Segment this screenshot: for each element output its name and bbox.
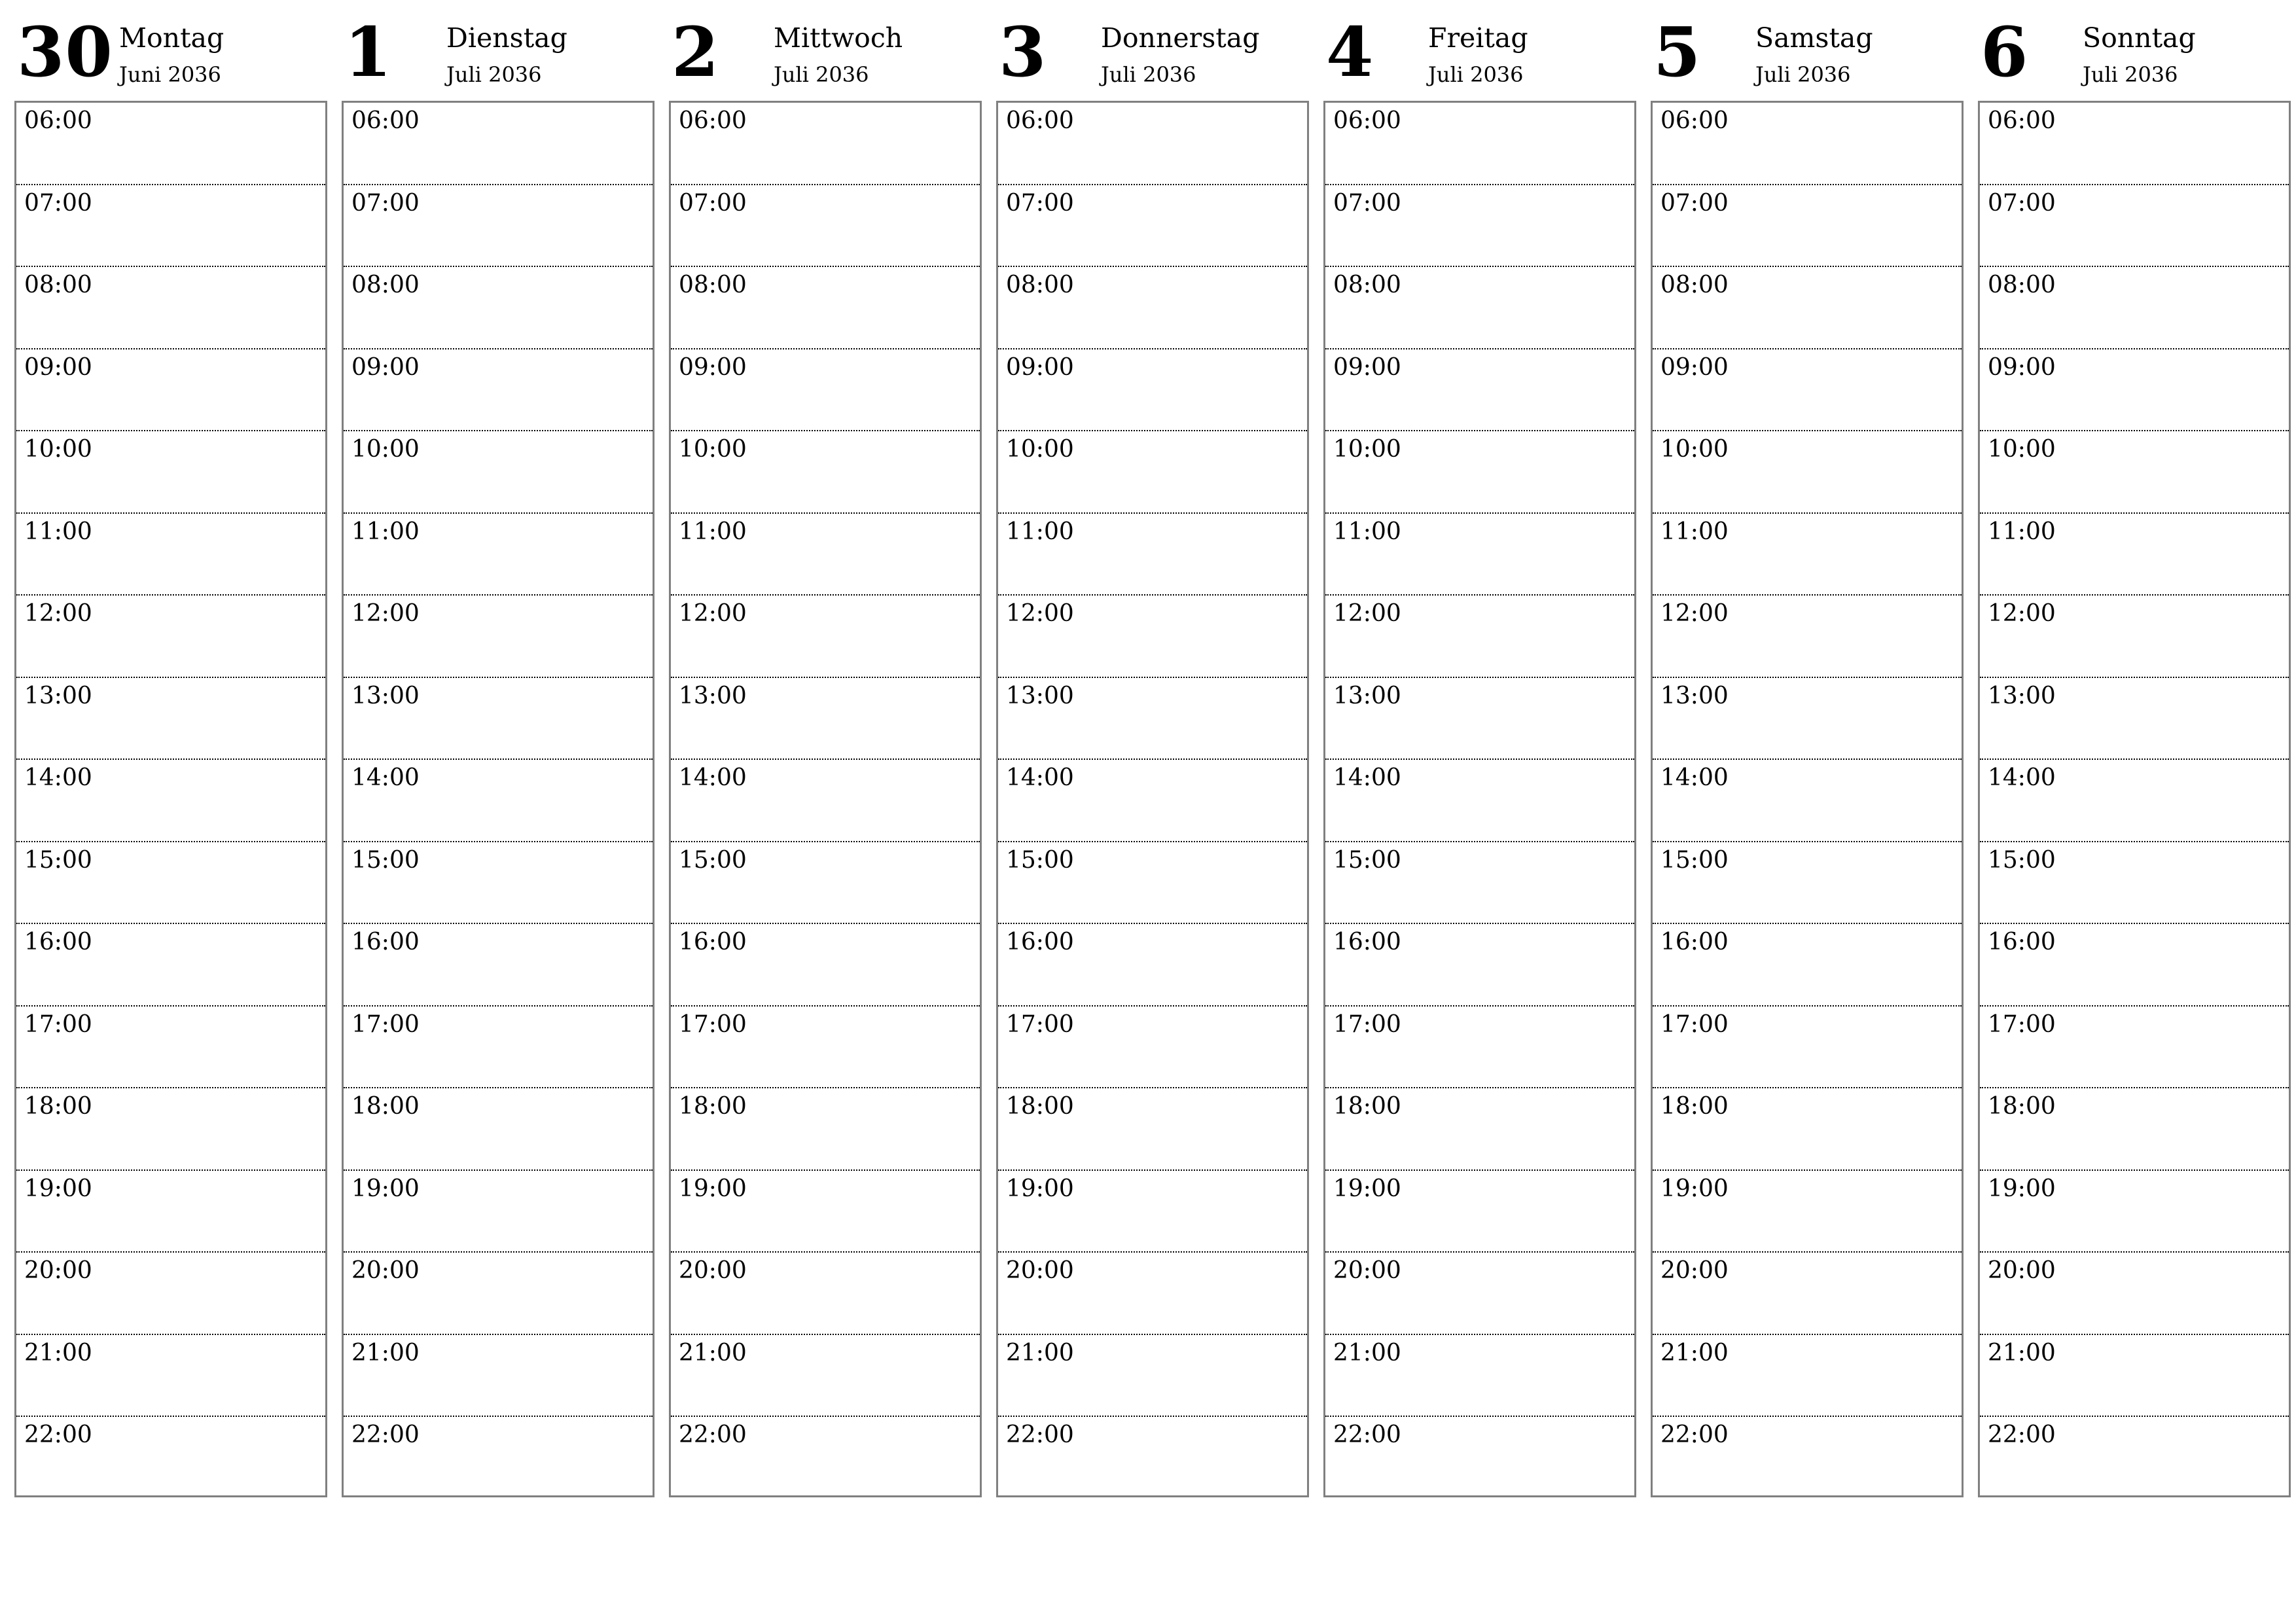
hour-label: 14:00 [1660, 764, 1729, 791]
hour-label: 11:00 [1006, 518, 1074, 545]
hour-slot [1980, 431, 2289, 514]
hour-label: 08:00 [24, 272, 92, 298]
hour-label: 07:00 [679, 189, 747, 217]
hour-label: 06:00 [351, 107, 420, 134]
hour-slot [1653, 924, 1962, 1007]
day-name: Samstag [1755, 22, 1873, 54]
hour-label: 12:00 [351, 600, 420, 627]
hour-slot [998, 349, 1307, 432]
hour-slot [998, 1253, 1307, 1335]
hour-label: 18:00 [1988, 1093, 2056, 1120]
hour-slot [998, 1088, 1307, 1171]
day-column [1323, 0, 1636, 1505]
hour-label: 18:00 [679, 1093, 747, 1120]
hour-label: 09:00 [1988, 353, 2056, 381]
hour-slot [1325, 678, 1634, 760]
hour-label: 13:00 [24, 682, 92, 709]
hour-label: 09:00 [1660, 353, 1729, 381]
hour-slot [671, 431, 980, 514]
hour-slot [344, 349, 653, 432]
hour-label: 09:00 [24, 353, 92, 381]
hour-label: 17:00 [24, 1010, 92, 1038]
hour-label: 15:00 [679, 846, 747, 874]
hour-label: 20:00 [1988, 1257, 2056, 1284]
hour-label: 13:00 [351, 682, 420, 709]
hour-slot [16, 1088, 325, 1171]
hour-slot [1325, 103, 1634, 185]
hour-label: 08:00 [351, 272, 420, 298]
hour-slot [1653, 760, 1962, 842]
hour-label: 08:00 [1333, 272, 1401, 298]
hour-slot [1325, 760, 1634, 842]
hour-label: 20:00 [24, 1257, 92, 1284]
hour-slot [671, 103, 980, 185]
hour-slot [998, 103, 1307, 185]
day-header [1978, 0, 2291, 101]
hour-slot [998, 1007, 1307, 1089]
hour-label: 12:00 [679, 600, 747, 627]
day-schedule-box [669, 101, 982, 1497]
hour-label: 06:00 [1988, 107, 2056, 134]
hour-label: 17:00 [1988, 1010, 2056, 1038]
hour-slot [1653, 1253, 1962, 1335]
hour-slot [1980, 678, 2289, 760]
day-name: Montag [119, 22, 224, 54]
day-column [342, 0, 655, 1505]
hour-label: 12:00 [1006, 600, 1074, 627]
hour-slot [671, 596, 980, 678]
hour-slot [1325, 596, 1634, 678]
hour-label: 10:00 [1988, 436, 2056, 463]
hour-slot [998, 267, 1307, 349]
day-number: 5 [1653, 12, 1702, 92]
hour-label: 20:00 [1333, 1257, 1401, 1284]
hour-slot [344, 678, 653, 760]
hour-slot [671, 1007, 980, 1089]
hour-label: 14:00 [1333, 764, 1401, 791]
hour-slot [344, 1335, 653, 1418]
hour-slot [344, 514, 653, 596]
day-schedule-box [1323, 101, 1636, 1497]
hour-slot [1980, 514, 2289, 596]
hour-label: 16:00 [1006, 929, 1074, 955]
hour-slot [1325, 1088, 1634, 1171]
hour-slot [16, 596, 325, 678]
day-month: Juli 2036 [1428, 62, 1524, 87]
hour-label: 19:00 [1660, 1175, 1729, 1202]
hour-label: 22:00 [1333, 1421, 1401, 1448]
hour-slot [344, 1007, 653, 1089]
hour-slot [16, 1253, 325, 1335]
hour-slot [16, 1171, 325, 1253]
hour-label: 19:00 [24, 1175, 92, 1202]
day-month: Juli 2036 [1101, 62, 1196, 87]
hour-slot [344, 1088, 653, 1171]
hour-slot [671, 1417, 980, 1498]
hour-slot [1325, 514, 1634, 596]
hour-slot [1653, 514, 1962, 596]
hour-slot [1653, 1171, 1962, 1253]
day-name: Freitag [1428, 22, 1528, 54]
hour-slot [998, 1335, 1307, 1418]
hour-slot [1653, 349, 1962, 432]
day-column [1978, 0, 2291, 1505]
hour-label: 17:00 [351, 1010, 420, 1038]
hour-slot [998, 431, 1307, 514]
day-header [1323, 0, 1636, 101]
hour-slot [16, 842, 325, 925]
day-column [14, 0, 327, 1505]
hour-slot [16, 1007, 325, 1089]
hour-label: 16:00 [351, 929, 420, 955]
hour-label: 11:00 [1660, 518, 1729, 545]
hour-label: 21:00 [351, 1339, 420, 1366]
hour-slot [998, 596, 1307, 678]
hour-label: 20:00 [1660, 1257, 1729, 1284]
hour-label: 19:00 [351, 1175, 420, 1202]
hour-slot [671, 267, 980, 349]
hour-slot [671, 514, 980, 596]
hour-label: 07:00 [24, 189, 92, 217]
hour-slot [1980, 267, 2289, 349]
hour-slot [671, 1088, 980, 1171]
hour-label: 22:00 [1006, 1421, 1074, 1448]
hour-label: 18:00 [1660, 1093, 1729, 1120]
hour-label: 22:00 [1988, 1421, 2056, 1448]
hour-slot [344, 596, 653, 678]
hour-slot [1325, 1335, 1634, 1418]
hour-label: 19:00 [1006, 1175, 1074, 1202]
hour-slot [344, 760, 653, 842]
day-schedule-box [342, 101, 655, 1497]
hour-slot [671, 185, 980, 268]
day-name: Sonntag [2083, 22, 2196, 54]
hour-slot [1980, 760, 2289, 842]
hour-label: 06:00 [679, 107, 747, 134]
hour-slot [1980, 842, 2289, 925]
hour-slot [1980, 1335, 2289, 1418]
hour-label: 10:00 [1006, 436, 1074, 463]
hour-label: 07:00 [1988, 189, 2056, 217]
hour-slot [1980, 103, 2289, 185]
hour-slot [1325, 185, 1634, 268]
hour-slot [16, 103, 325, 185]
hour-label: 09:00 [1333, 353, 1401, 381]
day-column [1651, 0, 1964, 1505]
hour-slot [1325, 1417, 1634, 1498]
hour-slot [1653, 1088, 1962, 1171]
hour-label: 06:00 [24, 107, 92, 134]
hour-slot [998, 1171, 1307, 1253]
hour-label: 19:00 [1988, 1175, 2056, 1202]
day-name: Donnerstag [1101, 22, 1260, 54]
hour-slot [998, 842, 1307, 925]
weekly-planner [14, 0, 2291, 1505]
hour-label: 13:00 [1988, 682, 2056, 709]
hour-label: 18:00 [1006, 1093, 1074, 1120]
hour-label: 17:00 [679, 1010, 747, 1038]
hour-label: 21:00 [1333, 1339, 1401, 1366]
hour-slot [1653, 185, 1962, 268]
hour-slot [671, 842, 980, 925]
hour-label: 11:00 [351, 518, 420, 545]
hour-label: 21:00 [1988, 1339, 2056, 1366]
hour-slot [1980, 185, 2289, 268]
hour-slot [998, 678, 1307, 760]
hour-label: 15:00 [1006, 846, 1074, 874]
hour-label: 20:00 [351, 1257, 420, 1284]
hour-label: 15:00 [24, 846, 92, 874]
hour-label: 18:00 [351, 1093, 420, 1120]
hour-slot [671, 760, 980, 842]
hour-label: 11:00 [1988, 518, 2056, 545]
hour-slot [344, 924, 653, 1007]
hour-label: 19:00 [679, 1175, 747, 1202]
hour-label: 14:00 [679, 764, 747, 791]
hour-label: 13:00 [1006, 682, 1074, 709]
day-number: 3 [999, 12, 1047, 92]
day-name: Mittwoch [774, 22, 903, 54]
day-number: 1 [344, 12, 393, 92]
hour-slot [1980, 349, 2289, 432]
hour-label: 19:00 [1333, 1175, 1401, 1202]
hour-label: 18:00 [1333, 1093, 1401, 1120]
day-month: Juli 2036 [774, 62, 869, 87]
hour-slot [1325, 431, 1634, 514]
day-month: Juli 2036 [1755, 62, 1851, 87]
day-month: Juli 2036 [446, 62, 542, 87]
hour-slot [16, 1335, 325, 1418]
hour-slot [1325, 924, 1634, 1007]
hour-label: 09:00 [679, 353, 747, 381]
hour-label: 10:00 [1660, 436, 1729, 463]
day-header [669, 0, 982, 101]
hour-slot [1653, 596, 1962, 678]
hour-label: 21:00 [1660, 1339, 1729, 1366]
hour-slot [671, 349, 980, 432]
hour-label: 22:00 [679, 1421, 747, 1448]
hour-slot [671, 678, 980, 760]
hour-slot [671, 924, 980, 1007]
hour-slot [1980, 924, 2289, 1007]
hour-slot [1653, 1335, 1962, 1418]
hour-label: 16:00 [1660, 929, 1729, 955]
day-schedule-box [996, 101, 1309, 1497]
hour-label: 08:00 [1988, 272, 2056, 298]
day-schedule-box [1651, 101, 1964, 1497]
hour-label: 14:00 [24, 764, 92, 791]
day-schedule-box [1978, 101, 2291, 1497]
day-number: 4 [1326, 12, 1374, 92]
hour-label: 06:00 [1333, 107, 1401, 134]
hour-label: 14:00 [1006, 764, 1074, 791]
hour-label: 22:00 [24, 1421, 92, 1448]
hour-slot [671, 1253, 980, 1335]
day-number: 30 [17, 12, 113, 92]
hour-label: 12:00 [1660, 600, 1729, 627]
hour-label: 15:00 [1660, 846, 1729, 874]
hour-slot [1653, 103, 1962, 185]
hour-label: 20:00 [679, 1257, 747, 1284]
hour-label: 12:00 [1988, 600, 2056, 627]
hour-slot [16, 1417, 325, 1498]
hour-slot [16, 431, 325, 514]
hour-slot [1653, 267, 1962, 349]
day-header [1651, 0, 1964, 101]
hour-label: 13:00 [679, 682, 747, 709]
hour-slot [16, 760, 325, 842]
hour-label: 21:00 [679, 1339, 747, 1366]
hour-slot [998, 760, 1307, 842]
hour-slot [16, 514, 325, 596]
hour-slot [1325, 842, 1634, 925]
hour-label: 20:00 [1006, 1257, 1074, 1284]
hour-slot [1653, 842, 1962, 925]
hour-slot [1980, 596, 2289, 678]
day-column [996, 0, 1309, 1505]
hour-label: 17:00 [1006, 1010, 1074, 1038]
hour-slot [1653, 1417, 1962, 1498]
hour-label: 11:00 [679, 518, 747, 545]
hour-slot [344, 1417, 653, 1498]
day-name: Dienstag [446, 22, 567, 54]
hour-label: 17:00 [1333, 1010, 1401, 1038]
hour-slot [16, 349, 325, 432]
hour-slot [1980, 1171, 2289, 1253]
day-month: Juli 2036 [2083, 62, 2178, 87]
hour-slot [1980, 1007, 2289, 1089]
hour-slot [16, 924, 325, 1007]
hour-slot [1325, 267, 1634, 349]
hour-label: 09:00 [1006, 353, 1074, 381]
hour-label: 07:00 [1006, 189, 1074, 217]
day-header [14, 0, 327, 101]
hour-slot [998, 185, 1307, 268]
hour-slot [671, 1171, 980, 1253]
hour-slot [344, 1171, 653, 1253]
hour-label: 21:00 [24, 1339, 92, 1366]
hour-label: 16:00 [24, 929, 92, 955]
hour-slot [1980, 1088, 2289, 1171]
hour-slot [1980, 1417, 2289, 1498]
day-schedule-box [14, 101, 327, 1497]
hour-label: 12:00 [24, 600, 92, 627]
hour-label: 07:00 [351, 189, 420, 217]
day-number: 2 [672, 12, 720, 92]
hour-label: 11:00 [24, 518, 92, 545]
hour-label: 16:00 [679, 929, 747, 955]
hour-slot [344, 267, 653, 349]
hour-slot [344, 185, 653, 268]
hour-label: 22:00 [351, 1421, 420, 1448]
hour-slot [1325, 1253, 1634, 1335]
hour-label: 15:00 [1988, 846, 2056, 874]
day-header [996, 0, 1309, 101]
hour-label: 07:00 [1333, 189, 1401, 217]
hour-label: 08:00 [1660, 272, 1729, 298]
hour-label: 15:00 [351, 846, 420, 874]
hour-label: 14:00 [1988, 764, 2056, 791]
hour-slot [1980, 1253, 2289, 1335]
day-header [342, 0, 655, 101]
hour-slot [344, 431, 653, 514]
hour-slot [344, 842, 653, 925]
day-month: Juni 2036 [119, 62, 221, 87]
hour-slot [671, 1335, 980, 1418]
hour-slot [16, 185, 325, 268]
hour-label: 10:00 [24, 436, 92, 463]
hour-slot [1653, 678, 1962, 760]
hour-label: 07:00 [1660, 189, 1729, 217]
hour-label: 09:00 [351, 353, 420, 381]
hour-label: 13:00 [1333, 682, 1401, 709]
hour-label: 17:00 [1660, 1010, 1729, 1038]
hour-label: 22:00 [1660, 1421, 1729, 1448]
hour-label: 08:00 [679, 272, 747, 298]
hour-label: 11:00 [1333, 518, 1401, 545]
hour-label: 21:00 [1006, 1339, 1074, 1366]
day-column [669, 0, 982, 1505]
hour-label: 06:00 [1006, 107, 1074, 134]
hour-label: 10:00 [679, 436, 747, 463]
hour-slot [16, 678, 325, 760]
hour-label: 08:00 [1006, 272, 1074, 298]
hour-slot [344, 1253, 653, 1335]
hour-slot [1653, 1007, 1962, 1089]
hour-slot [998, 1417, 1307, 1498]
hour-label: 18:00 [24, 1093, 92, 1120]
hour-label: 10:00 [351, 436, 420, 463]
hour-label: 16:00 [1988, 929, 2056, 955]
hour-slot [1653, 431, 1962, 514]
hour-slot [1325, 349, 1634, 432]
day-number: 6 [1981, 12, 2029, 92]
hour-slot [16, 267, 325, 349]
hour-label: 16:00 [1333, 929, 1401, 955]
hour-slot [998, 924, 1307, 1007]
hour-slot [998, 514, 1307, 596]
hour-label: 12:00 [1333, 600, 1401, 627]
hour-label: 13:00 [1660, 682, 1729, 709]
hour-label: 14:00 [351, 764, 420, 791]
hour-label: 06:00 [1660, 107, 1729, 134]
hour-slot [1325, 1007, 1634, 1089]
hour-label: 10:00 [1333, 436, 1401, 463]
hour-label: 15:00 [1333, 846, 1401, 874]
hour-slot [1325, 1171, 1634, 1253]
hour-slot [344, 103, 653, 185]
